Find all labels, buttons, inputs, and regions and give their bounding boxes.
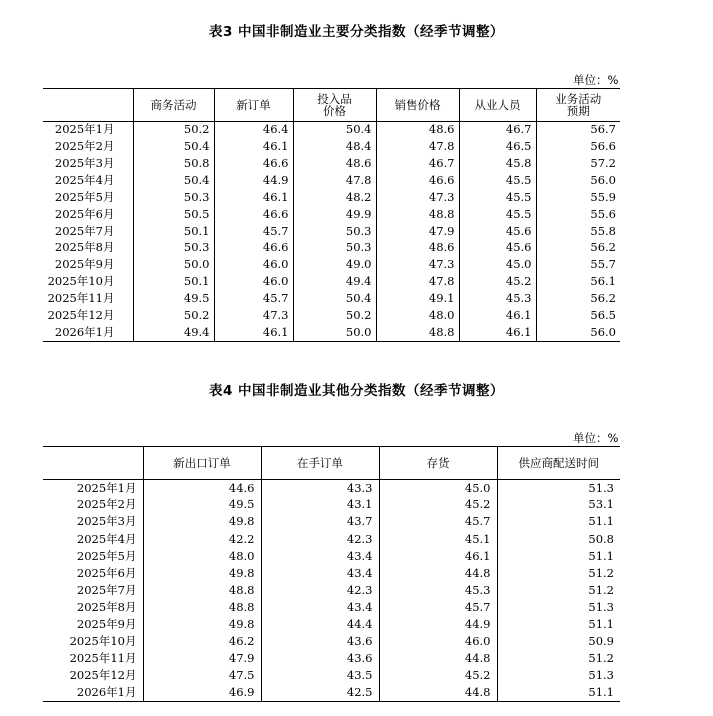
table3-cell: 45.8 — [459, 155, 536, 172]
table4-cell: 42.3 — [261, 531, 379, 548]
table3-cell: 50.3 — [293, 223, 376, 240]
table4-cell: 44.9 — [379, 616, 497, 633]
table3-cell: 46.7 — [459, 122, 536, 139]
table4-cell: 48.8 — [143, 582, 261, 599]
table3-row — [43, 307, 620, 324]
table3-cell: 56.5 — [536, 307, 620, 324]
table3-cell: 45.5 — [459, 206, 536, 223]
table4-row — [43, 582, 620, 599]
table3-cell: 49.4 — [293, 274, 376, 291]
table4-cell: 51.1 — [497, 685, 620, 702]
table3-cell: 55.7 — [536, 257, 620, 274]
table3-cell: 50.0 — [293, 324, 376, 341]
table4-row — [43, 668, 620, 685]
table3-cell: 48.4 — [293, 138, 376, 155]
table3-cell: 48.8 — [376, 324, 459, 341]
table4-row — [43, 650, 620, 667]
table3-cell: 46.1 — [214, 324, 293, 341]
table3-cell: 49.1 — [376, 290, 459, 307]
table4-cell: 44.6 — [143, 480, 261, 497]
table4-cell: 44.8 — [379, 650, 497, 667]
table3-cell: 47.3 — [376, 189, 459, 206]
table4-cell: 45.2 — [379, 497, 497, 514]
table3-cell: 55.8 — [536, 223, 620, 240]
table4-row — [43, 633, 620, 650]
table4-cell: 46.0 — [379, 633, 497, 650]
table3-cell: 46.7 — [376, 155, 459, 172]
table3-row — [43, 189, 620, 206]
table4-cell: 46.9 — [143, 685, 261, 702]
table3-row-label: 2025年5月 — [54, 189, 115, 204]
table4-row — [43, 599, 620, 616]
table3-cell: 50.8 — [133, 155, 214, 172]
table3-header-cell: 销售价格 — [376, 89, 459, 122]
table3-cell: 47.8 — [376, 138, 459, 155]
table4-cell: 50.9 — [497, 633, 620, 650]
table4-cell: 47.9 — [143, 650, 261, 667]
table3-cell: 50.4 — [133, 138, 214, 155]
table4-cell: 49.8 — [143, 514, 261, 531]
table4-row-label: 2025年10月 — [69, 634, 137, 649]
table3 — [43, 88, 620, 342]
table3-header-cell: 从业人员 — [459, 89, 536, 122]
table3-unit: 单位：% — [573, 73, 619, 87]
table3-title: 表3 中国非制造业主要分类指数（经季节调整） — [208, 24, 505, 40]
table4-cell: 45.3 — [379, 582, 497, 599]
table4-row — [43, 480, 620, 497]
table3-cell: 50.1 — [133, 274, 214, 291]
table3-cell: 56.6 — [536, 138, 620, 155]
table3-cell: 56.7 — [536, 122, 620, 139]
table4-header-cell: 在手订单 — [261, 447, 379, 480]
table3-header-cell: 新订单 — [214, 89, 293, 122]
table4-cell: 49.8 — [143, 616, 261, 633]
table3-cell: 46.6 — [214, 155, 293, 172]
table4-row-label: 2025年7月 — [76, 582, 137, 597]
table4-cell: 50.8 — [497, 531, 620, 548]
table3-cell: 45.6 — [459, 240, 536, 257]
table3-cell: 46.6 — [214, 206, 293, 223]
table4-cell: 43.5 — [261, 668, 379, 685]
table3-header-cell: 投入品 价格 — [293, 89, 376, 122]
table3-row — [43, 290, 620, 307]
table3-row-label: 2025年7月 — [54, 223, 115, 238]
table4-header-cell: 供应商配送时间 — [497, 447, 620, 480]
table3-cell: 47.9 — [376, 223, 459, 240]
table3-cell: 47.8 — [376, 274, 459, 291]
table3-cell: 50.4 — [293, 290, 376, 307]
table3-cell: 56.2 — [536, 290, 620, 307]
table3-cell: 48.6 — [293, 155, 376, 172]
table3-row — [43, 172, 620, 189]
table3-cell: 46.1 — [459, 307, 536, 324]
table4-row-label: 2025年6月 — [76, 565, 137, 580]
table4-row — [43, 685, 620, 702]
table3-row-label: 2025年1月 — [54, 122, 115, 137]
table4-header-cell: 新出口订单 — [143, 447, 261, 480]
table4-cell: 45.7 — [379, 514, 497, 531]
table4-cell: 51.2 — [497, 650, 620, 667]
table3-cell: 46.4 — [214, 122, 293, 139]
table3-row-label: 2025年10月 — [47, 274, 115, 289]
table4-header-cell: 存货 — [379, 447, 497, 480]
table4-row-label: 2025年8月 — [76, 599, 137, 614]
table4-row-label: 2025年5月 — [76, 548, 137, 563]
table4-cell: 42.5 — [261, 685, 379, 702]
table3-cell: 46.0 — [214, 274, 293, 291]
table3-row-label: 2025年9月 — [54, 257, 115, 272]
table4-cell: 42.2 — [143, 531, 261, 548]
table3-cell: 45.7 — [214, 290, 293, 307]
table3-row-label: 2025年8月 — [54, 240, 115, 255]
table3-header-cell — [43, 89, 133, 122]
table4-cell: 51.1 — [497, 548, 620, 565]
table4-row-label: 2025年11月 — [69, 651, 137, 666]
table4-cell: 43.7 — [261, 514, 379, 531]
table4-cell: 49.5 — [143, 497, 261, 514]
table3-row — [43, 240, 620, 257]
table3-cell: 45.5 — [459, 172, 536, 189]
table3-row-label: 2025年2月 — [54, 139, 115, 154]
table3-cell: 46.1 — [459, 324, 536, 341]
table3-row-label: 2025年6月 — [54, 206, 115, 221]
table4-cell: 44.4 — [261, 616, 379, 633]
table4-cell: 43.6 — [261, 650, 379, 667]
table3-row — [43, 138, 620, 155]
table4-cell: 45.2 — [379, 668, 497, 685]
table3-row — [43, 223, 620, 240]
table4-row-label: 2025年3月 — [76, 514, 137, 529]
table3-cell: 46.1 — [214, 189, 293, 206]
table4-row-label: 2025年4月 — [76, 531, 137, 546]
table3-cell: 48.8 — [376, 206, 459, 223]
table3-cell: 50.1 — [133, 223, 214, 240]
table3-cell: 50.2 — [133, 122, 214, 139]
table4-row-label: 2025年1月 — [76, 480, 137, 495]
table3-cell: 50.3 — [293, 240, 376, 257]
table4-title: 表4 中国非制造业其他分类指数（经季节调整） — [208, 383, 505, 399]
table3-cell: 47.8 — [293, 172, 376, 189]
table3-cell: 48.2 — [293, 189, 376, 206]
table3-cell: 55.9 — [536, 189, 620, 206]
table3-row — [43, 155, 620, 172]
table3-cell: 50.4 — [293, 122, 376, 139]
table3-header-cell: 业务活动 预期 — [536, 89, 620, 122]
table4-row-label: 2025年2月 — [76, 497, 137, 512]
table4-row — [43, 616, 620, 633]
table4-cell: 45.1 — [379, 531, 497, 548]
table4-row-label: 2025年12月 — [69, 668, 137, 683]
table4-row — [43, 548, 620, 565]
table4-cell: 44.8 — [379, 565, 497, 582]
table3-row — [43, 257, 620, 274]
table4-row-label: 2026年1月 — [76, 685, 137, 700]
table4-cell: 53.1 — [497, 497, 620, 514]
table3-cell: 46.5 — [459, 138, 536, 155]
table4-cell: 43.4 — [261, 565, 379, 582]
table4-cell: 45.0 — [379, 480, 497, 497]
table3-cell: 50.3 — [133, 240, 214, 257]
table4-row — [43, 514, 620, 531]
table3-cell: 49.4 — [133, 324, 214, 341]
table3-cell: 46.6 — [214, 240, 293, 257]
table3-cell: 50.0 — [133, 257, 214, 274]
table3-cell: 50.5 — [133, 206, 214, 223]
table4-cell: 46.2 — [143, 633, 261, 650]
table3-cell: 49.0 — [293, 257, 376, 274]
table3-cell: 45.0 — [459, 257, 536, 274]
table3-cell: 57.2 — [536, 155, 620, 172]
table3-row — [43, 122, 620, 139]
table3-cell: 47.3 — [376, 257, 459, 274]
table3-cell: 48.0 — [376, 307, 459, 324]
table4-row — [43, 497, 620, 514]
table3-cell: 46.6 — [376, 172, 459, 189]
table4-cell: 44.8 — [379, 685, 497, 702]
table3-cell: 56.2 — [536, 240, 620, 257]
table3-cell: 56.0 — [536, 324, 620, 341]
table3-cell: 55.6 — [536, 206, 620, 223]
table3-cell: 45.6 — [459, 223, 536, 240]
table3-row — [43, 324, 620, 341]
table4-cell: 51.3 — [497, 480, 620, 497]
table4-cell: 43.3 — [261, 480, 379, 497]
table3-row-label: 2025年4月 — [54, 172, 115, 187]
table4-cell: 51.3 — [497, 599, 620, 616]
table3-cell: 48.6 — [376, 240, 459, 257]
table3-cell: 50.4 — [133, 172, 214, 189]
table4-cell: 51.1 — [497, 616, 620, 633]
table4-row-label: 2025年9月 — [76, 617, 137, 632]
table4-cell: 48.0 — [143, 548, 261, 565]
table4-cell: 47.5 — [143, 668, 261, 685]
table4-row — [43, 565, 620, 582]
table3-cell: 50.2 — [293, 307, 376, 324]
table3-cell: 49.9 — [293, 206, 376, 223]
table3-row-label: 2025年11月 — [47, 291, 115, 306]
table4-cell: 43.4 — [261, 599, 379, 616]
table4-cell: 49.8 — [143, 565, 261, 582]
table4-unit: 单位：% — [573, 431, 619, 445]
table4-cell: 51.2 — [497, 582, 620, 599]
table4-cell: 45.7 — [379, 599, 497, 616]
table3-row-label: 2026年1月 — [54, 324, 115, 339]
table3-cell: 56.1 — [536, 274, 620, 291]
table3-row — [43, 274, 620, 291]
table4 — [43, 446, 620, 702]
table3-cell: 46.1 — [214, 138, 293, 155]
table3-cell: 56.0 — [536, 172, 620, 189]
table4-cell: 48.8 — [143, 599, 261, 616]
table3-cell: 49.5 — [133, 290, 214, 307]
table4-cell: 51.1 — [497, 514, 620, 531]
table3-cell: 47.3 — [214, 307, 293, 324]
table4-header-row — [43, 447, 620, 480]
table4-cell: 43.6 — [261, 633, 379, 650]
table4-cell: 51.3 — [497, 668, 620, 685]
table3-cell: 45.5 — [459, 189, 536, 206]
table3-cell: 45.2 — [459, 274, 536, 291]
table4-cell: 42.3 — [261, 582, 379, 599]
table3-header-row — [43, 89, 620, 122]
table3-row — [43, 206, 620, 223]
table4-row — [43, 531, 620, 548]
table4-cell: 43.1 — [261, 497, 379, 514]
table4-header-cell — [43, 447, 143, 480]
table3-cell: 46.0 — [214, 257, 293, 274]
table3-row-label: 2025年3月 — [54, 155, 115, 170]
table4-cell: 43.4 — [261, 548, 379, 565]
table3-cell: 45.3 — [459, 290, 536, 307]
table3-cell: 48.6 — [376, 122, 459, 139]
table4-cell: 46.1 — [379, 548, 497, 565]
table3-cell: 50.3 — [133, 189, 214, 206]
table4-cell: 51.2 — [497, 565, 620, 582]
table3-cell: 45.7 — [214, 223, 293, 240]
table3-header-cell: 商务活动 — [133, 89, 214, 122]
table3-cell: 44.9 — [214, 172, 293, 189]
table3-cell: 50.2 — [133, 307, 214, 324]
table3-row-label: 2025年12月 — [47, 307, 115, 322]
